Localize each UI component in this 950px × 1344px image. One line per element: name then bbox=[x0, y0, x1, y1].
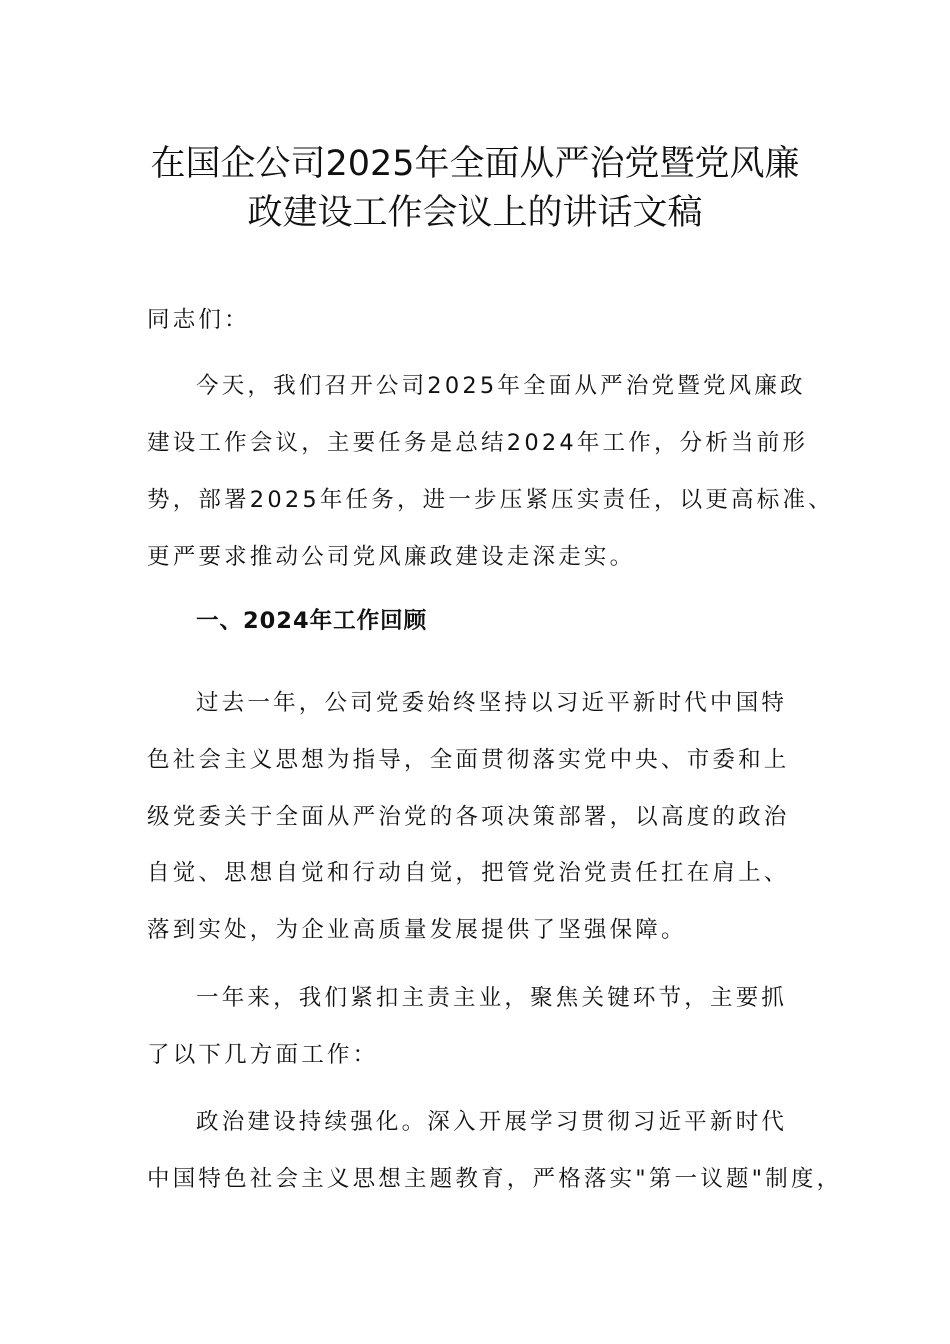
paragraph-line: 落到实处，为企业高质量发展提供了坚强保障。 bbox=[147, 917, 687, 943]
section-heading: 一、2024年工作回顾 bbox=[196, 608, 428, 634]
paragraph-line: 级党委关于全面从严治党的各项决策部署，以高度的政治 bbox=[147, 804, 790, 830]
paragraph-line: 更严要求推动公司党风廉政建设走深走实。 bbox=[147, 544, 636, 570]
paragraph-line: 过去一年，公司党委始终坚持以习近平新时代中国特 bbox=[196, 690, 788, 716]
salutation: 同志们： bbox=[147, 307, 250, 333]
paragraph-line: 势，部署2025年任务，进一步压紧压实责任，以更高标准、 bbox=[147, 487, 834, 513]
paragraph-line: 一年来，我们紧扣主责主业，聚焦关键环节，主要抓 bbox=[196, 985, 788, 1011]
document-title-line-2: 政建设工作会议上的讲话文稿 bbox=[247, 193, 703, 233]
document-title-line-1: 在国企公司2025年全面从严治党暨党风廉 bbox=[150, 144, 800, 184]
paragraph-line: 建设工作会议，主要任务是总结2024年工作，分析当前形 bbox=[147, 430, 809, 456]
paragraph-line: 中国特色社会主义思想主题教育，严格落实"第一议题"制度， bbox=[147, 1166, 843, 1192]
paragraph-line: 政治建设持续强化。深入开展学习贯彻习近平新时代 bbox=[196, 1109, 788, 1135]
paragraph-line: 了以下几方面工作： bbox=[147, 1042, 379, 1068]
paragraph-line: 自觉、思想自觉和行动自觉，把管党治党责任扛在肩上、 bbox=[147, 860, 790, 886]
paragraph-line: 色社会主义思想为指导，全面贯彻落实党中央、市委和上 bbox=[147, 747, 790, 773]
paragraph-line: 今天，我们召开公司2025年全面从严治党暨党风廉政 bbox=[196, 373, 806, 399]
